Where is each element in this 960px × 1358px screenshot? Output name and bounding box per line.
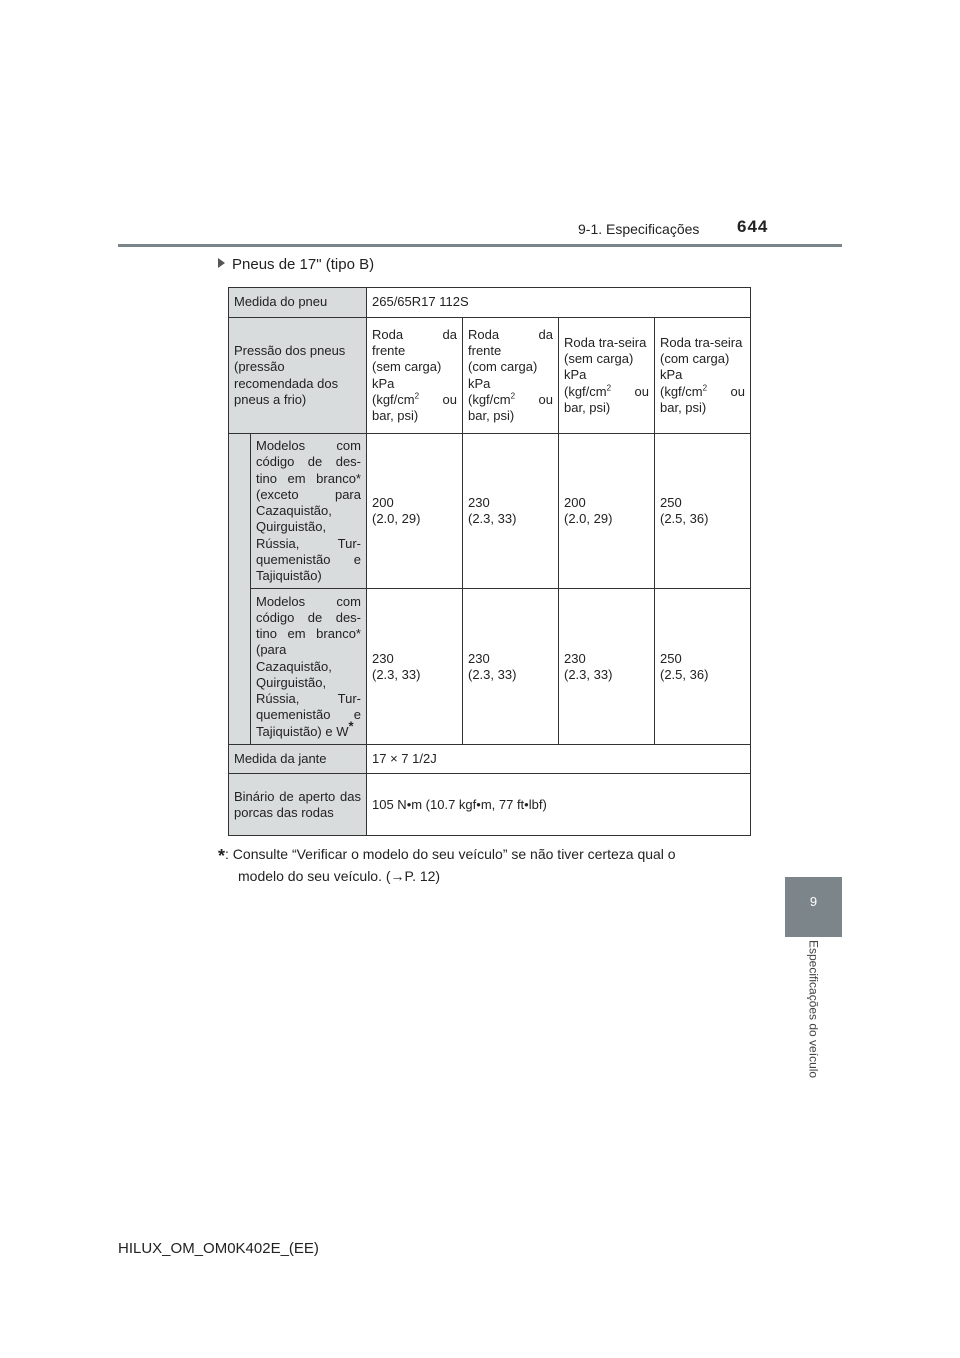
tire-size-row: [229, 288, 751, 318]
model-label-blank-code: Modelos com código de des-tino em branco* (exceto para Cazaquistão, Quirguistão, Rússia, Tur-quemenistão e Tajiquistão): [251, 434, 367, 589]
torque-label: Binário de aperto das porcas das rodas: [229, 774, 367, 836]
triangle-bullet-icon: [218, 258, 225, 268]
pressure-value: 230 (2.3, 33): [463, 589, 559, 745]
header-divider: [118, 244, 842, 247]
model-label-kz-w: Modelos com código de des-tino em branco* (para Cazaquistão, Quirguistão, Rússia, Tur-quemenistão e Tajiquistão) e W*: [251, 589, 367, 745]
footnote: [218, 840, 746, 886]
section-title: 9-1. Especificações: [578, 221, 700, 237]
page-number: 644: [737, 217, 769, 236]
footnote-text-2: modelo do seu veículo. (→P. 12): [238, 868, 441, 885]
pressure-value: 230 (2.3, 33): [463, 434, 559, 589]
footnote-marker: *: [218, 846, 226, 866]
rim-size-label: Medida da jante: [229, 745, 367, 774]
torque-value: 105 N•m (10.7 kgf•m, 77 ft•lbf): [367, 774, 751, 836]
pressure-row-blank-code: [229, 434, 751, 589]
pressure-col-rear-unloaded: Roda tra-seira (sem carga) kPa ($kgf/cm^2$ ou bar, psi): [559, 318, 655, 434]
pressure-label-spacer: [229, 434, 251, 589]
pressure-header-row: [229, 318, 751, 434]
table-heading: [218, 256, 374, 273]
chapter-tab-number: 9: [785, 877, 842, 937]
table-heading-text: Pneus de 17" (tipo B): [232, 256, 375, 273]
pressure-value: 230 (2.3, 33): [367, 589, 463, 745]
tire-size-label: Medida do pneu: [229, 288, 367, 318]
footnote-text-1: : Consulte “Verificar o modelo do seu veículo” se não tiver certeza qual o: [225, 846, 676, 862]
pressure-label-spacer: [229, 589, 251, 745]
pressure-col-front-unloaded: Roda da frente (sem carga) kPa ($kgf/cm^2$ ou bar, psi): [367, 318, 463, 434]
document-code: HILUX_OM_OM0K402E_(EE): [118, 1240, 319, 1257]
chapter-tab-label: Especificações do veículo: [806, 940, 821, 1079]
pressure-col-front-loaded: Roda da frente (com carga) kPa ($kgf/cm^2$ ou bar, psi): [463, 318, 559, 434]
pressure-value: 200 (2.0, 29): [367, 434, 463, 589]
pressure-label: Pressão dos pneus (pressão recomendada dos pneus a frio): [229, 318, 367, 434]
rim-size-row: [229, 745, 751, 774]
pressure-value: 200 (2.0, 29): [559, 434, 655, 589]
tire-spec-table: [228, 287, 751, 836]
tire-size-value: 265/65R17 112S: [367, 288, 751, 318]
torque-row: [229, 774, 751, 836]
pressure-value: 250 (2.5, 36): [655, 589, 751, 745]
pressure-row-kz-w: [229, 589, 751, 745]
footnote-star: *: [348, 718, 354, 734]
pressure-value: 250 (2.5, 36): [655, 434, 751, 589]
pressure-value: 230 (2.3, 33): [559, 589, 655, 745]
rim-size-value: 17 × 7 1/2J: [367, 745, 751, 774]
pressure-col-rear-loaded: Roda tra-seira (com carga) kPa ($kgf/cm^2$ ou bar, psi): [655, 318, 751, 434]
